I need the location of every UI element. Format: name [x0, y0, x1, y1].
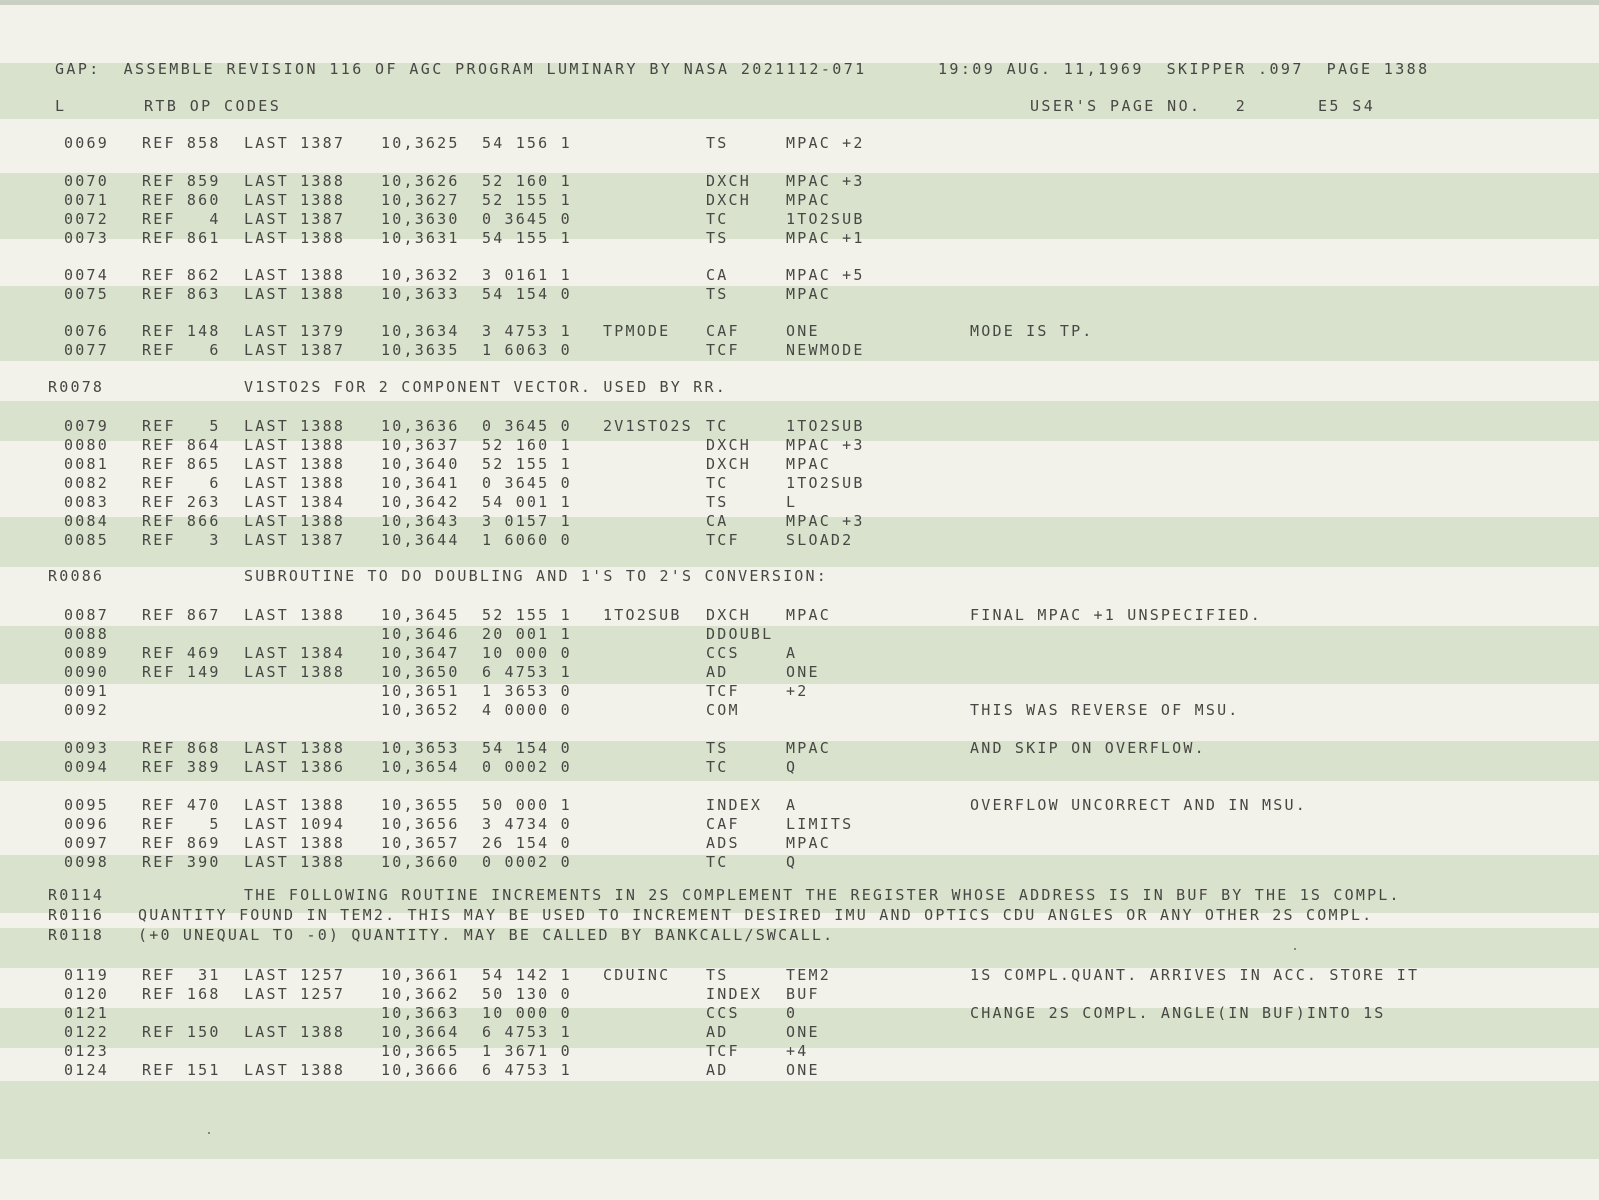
last-field: LAST 1388 [244, 853, 346, 871]
operand-field: TEM2 [786, 966, 831, 984]
line-number: 0081 [64, 455, 109, 473]
ref-field: REF 5 [142, 417, 221, 435]
opcode-field: TC [706, 417, 729, 435]
opcode-field: INDEX [706, 796, 763, 814]
label-field: 1TO2SUB [603, 606, 682, 624]
operand-field: 1TO2SUB [786, 474, 865, 492]
last-field: LAST 1388 [244, 191, 346, 209]
last-field: LAST 1388 [244, 796, 346, 814]
header-l-marker: L [55, 97, 67, 115]
operand-field: ONE [786, 322, 820, 340]
opcode-field: TCF [706, 531, 740, 549]
label-field: CDUINC [603, 966, 671, 984]
paper-top-edge [0, 0, 1599, 5]
octal-code: 0 3645 0 [482, 210, 572, 228]
opcode-field: DXCH [706, 455, 751, 473]
line-number: 0072 [64, 210, 109, 228]
address-field: 10,3633 [381, 285, 460, 303]
last-field: LAST 1257 [244, 985, 346, 1003]
label-field: TPMODE [603, 322, 671, 340]
opcode-field: DXCH [706, 436, 751, 454]
line-number: 0093 [64, 739, 109, 757]
ref-field: REF 151 [142, 1061, 221, 1079]
comment-field: CHANGE 2S COMPL. ANGLE(IN BUF)INTO 1S [970, 1004, 1386, 1022]
octal-code: 54 155 1 [482, 229, 572, 247]
opcode-field: DXCH [706, 172, 751, 190]
opcode-field: INDEX [706, 985, 763, 1003]
address-field: 10,3661 [381, 966, 460, 984]
address-field: 10,3666 [381, 1061, 460, 1079]
octal-code: 54 156 1 [482, 134, 572, 152]
octal-code: 52 155 1 [482, 455, 572, 473]
remark-line-number: R0086 [48, 567, 105, 585]
octal-code: 0 0002 0 [482, 758, 572, 776]
paper-speck [208, 1132, 210, 1134]
octal-code: 10 000 0 [482, 644, 572, 662]
octal-code: 4 0000 0 [482, 701, 572, 719]
octal-code: 20 001 1 [482, 625, 572, 643]
operand-field: Q [786, 758, 798, 776]
comment-field: THIS WAS REVERSE OF MSU. [970, 701, 1240, 719]
last-field: LAST 1388 [244, 1023, 346, 1041]
operand-field: BUF [786, 985, 820, 1003]
operand-field: +4 [786, 1042, 809, 1060]
ref-field: REF 150 [142, 1023, 221, 1041]
address-field: 10,3647 [381, 644, 460, 662]
octal-code: 3 4734 0 [482, 815, 572, 833]
octal-code: 54 154 0 [482, 285, 572, 303]
last-field: LAST 1388 [244, 266, 346, 284]
ref-field: REF 6 [142, 341, 221, 359]
opcode-field: TCF [706, 682, 740, 700]
opcode-field: TC [706, 758, 729, 776]
last-field: LAST 1379 [244, 322, 346, 340]
ref-field: REF 168 [142, 985, 221, 1003]
ref-field: REF 31 [142, 966, 221, 984]
octal-code: 52 155 1 [482, 606, 572, 624]
octal-code: 52 160 1 [482, 436, 572, 454]
last-field: LAST 1388 [244, 172, 346, 190]
remark-line-number: R0078 [48, 378, 105, 396]
ref-field: REF 4 [142, 210, 221, 228]
last-field: LAST 1388 [244, 474, 346, 492]
address-field: 10,3660 [381, 853, 460, 871]
opcode-field: DXCH [706, 191, 751, 209]
octal-code: 1 6060 0 [482, 531, 572, 549]
opcode-field: AD [706, 663, 729, 681]
operand-field: MPAC +3 [786, 172, 865, 190]
address-field: 10,3642 [381, 493, 460, 511]
address-field: 10,3655 [381, 796, 460, 814]
last-field: LAST 1387 [244, 531, 346, 549]
last-field: LAST 1388 [244, 436, 346, 454]
operand-field: +2 [786, 682, 809, 700]
address-field: 10,3637 [381, 436, 460, 454]
ref-field: REF 862 [142, 266, 221, 284]
address-field: 10,3635 [381, 341, 460, 359]
opcode-field: TC [706, 210, 729, 228]
octal-code: 54 142 1 [482, 966, 572, 984]
comment-field: AND SKIP ON OVERFLOW. [970, 739, 1206, 757]
octal-code: 0 0002 0 [482, 853, 572, 871]
last-field: LAST 1388 [244, 285, 346, 303]
octal-code: 54 154 0 [482, 739, 572, 757]
operand-field: MPAC [786, 739, 831, 757]
octal-code: 6 4753 1 [482, 1023, 572, 1041]
line-number: 0124 [64, 1061, 109, 1079]
opcode-field: CCS [706, 1004, 740, 1022]
opcode-field: TC [706, 853, 729, 871]
address-field: 10,3646 [381, 625, 460, 643]
operand-field: MPAC [786, 455, 831, 473]
line-number: 0070 [64, 172, 109, 190]
last-field: LAST 1387 [244, 134, 346, 152]
opcode-field: TS [706, 966, 729, 984]
line-number: 0075 [64, 285, 109, 303]
opcode-field: TCF [706, 341, 740, 359]
address-field: 10,3662 [381, 985, 460, 1003]
ref-field: REF 863 [142, 285, 221, 303]
line-number: 0085 [64, 531, 109, 549]
label-field: 2V1STO2S [603, 417, 693, 435]
last-field: LAST 1388 [244, 512, 346, 530]
octal-code: 3 0157 1 [482, 512, 572, 530]
users-page-number: USER'S PAGE NO. 2 [1030, 97, 1248, 115]
address-field: 10,3630 [381, 210, 460, 228]
address-field: 10,3651 [381, 682, 460, 700]
last-field: LAST 1388 [244, 606, 346, 624]
line-number: 0083 [64, 493, 109, 511]
ref-field: REF 861 [142, 229, 221, 247]
ref-field: REF 148 [142, 322, 221, 340]
operand-field: MPAC [786, 606, 831, 624]
line-number: 0084 [64, 512, 109, 530]
line-number: 0069 [64, 134, 109, 152]
address-field: 10,3663 [381, 1004, 460, 1022]
ref-field: REF 390 [142, 853, 221, 871]
opcode-field: CA [706, 512, 729, 530]
octal-code: 52 160 1 [482, 172, 572, 190]
last-field: LAST 1386 [244, 758, 346, 776]
operand-field: NEWMODE [786, 341, 865, 359]
line-number: 0098 [64, 853, 109, 871]
last-field: LAST 1384 [244, 644, 346, 662]
line-number: 0095 [64, 796, 109, 814]
octal-code: 0 3645 0 [482, 417, 572, 435]
address-field: 10,3656 [381, 815, 460, 833]
line-number: 0096 [64, 815, 109, 833]
operand-field: MPAC +5 [786, 266, 865, 284]
octal-code: 54 001 1 [482, 493, 572, 511]
header-title: GAP: ASSEMBLE REVISION 116 OF AGC PROGRAM LUMINARY BY NASA 2021112-071 [55, 60, 867, 78]
remark-line-number: R0116 [48, 906, 105, 924]
opcode-field: CAF [706, 815, 740, 833]
line-number: 0094 [64, 758, 109, 776]
line-number: 0122 [64, 1023, 109, 1041]
opcode-field: COM [706, 701, 740, 719]
line-number: 0119 [64, 966, 109, 984]
operand-field: MPAC +3 [786, 436, 865, 454]
address-field: 10,3652 [381, 701, 460, 719]
last-field: LAST 1388 [244, 663, 346, 681]
octal-code: 26 154 0 [482, 834, 572, 852]
opcode-field: TS [706, 739, 729, 757]
opcode-field: TCF [706, 1042, 740, 1060]
address-field: 10,3664 [381, 1023, 460, 1041]
line-number: 0087 [64, 606, 109, 624]
operand-field: A [786, 644, 798, 662]
ref-field: REF 389 [142, 758, 221, 776]
address-field: 10,3631 [381, 229, 460, 247]
comment-field: FINAL MPAC +1 UNSPECIFIED. [970, 606, 1262, 624]
operand-field: MPAC +2 [786, 134, 865, 152]
operand-field: 1TO2SUB [786, 417, 865, 435]
address-field: 10,3632 [381, 266, 460, 284]
octal-code: 52 155 1 [482, 191, 572, 209]
line-number: 0077 [64, 341, 109, 359]
line-number: 0097 [64, 834, 109, 852]
paper-speck [1294, 948, 1296, 950]
operand-field: Q [786, 853, 798, 871]
comment-field: MODE IS TP. [970, 322, 1094, 340]
comment-field: 1S COMPL.QUANT. ARRIVES IN ACC. STORE IT [970, 966, 1420, 984]
ref-field: REF 866 [142, 512, 221, 530]
line-number: 0076 [64, 322, 109, 340]
opcode-field: ADS [706, 834, 740, 852]
remark-text: V1STO2S FOR 2 COMPONENT VECTOR. USED BY RR. [244, 378, 727, 396]
address-field: 10,3654 [381, 758, 460, 776]
operand-field: MPAC +1 [786, 229, 865, 247]
operand-field: 1TO2SUB [786, 210, 865, 228]
last-field: LAST 1388 [244, 1061, 346, 1079]
address-field: 10,3653 [381, 739, 460, 757]
remark-text: THE FOLLOWING ROUTINE INCREMENTS IN 2S COMPLEMENT THE REGISTER WHOSE ADDRESS IS IN BUF BY THE 1S COMPL. [244, 886, 1401, 904]
opcode-field: CA [706, 266, 729, 284]
address-field: 10,3645 [381, 606, 460, 624]
line-number: 0073 [64, 229, 109, 247]
section-title: RTB OP CODES [144, 97, 282, 115]
address-field: 10,3641 [381, 474, 460, 492]
remark-line-number: R0114 [48, 886, 105, 904]
octal-code: 0 3645 0 [482, 474, 572, 492]
comment-field: OVERFLOW UNCORRECT AND IN MSU. [970, 796, 1307, 814]
ref-field: REF 469 [142, 644, 221, 662]
line-number: 0071 [64, 191, 109, 209]
address-field: 10,3650 [381, 663, 460, 681]
opcode-field: TS [706, 285, 729, 303]
address-field: 10,3657 [381, 834, 460, 852]
remark-text: (+0 UNEQUAL TO -0) QUANTITY. MAY BE CALLED BY BANKCALL/SWCALL. [138, 926, 835, 944]
opcode-field: CAF [706, 322, 740, 340]
address-field: 10,3627 [381, 191, 460, 209]
line-number: 0090 [64, 663, 109, 681]
last-field: LAST 1388 [244, 834, 346, 852]
octal-code: 3 0161 1 [482, 266, 572, 284]
last-field: LAST 1388 [244, 739, 346, 757]
ref-field: REF 859 [142, 172, 221, 190]
header-timestamp: 19:09 AUG. 11,1969 SKIPPER .097 PAGE 1388 [938, 60, 1430, 78]
opcode-field: DXCH [706, 606, 751, 624]
ref-field: REF 858 [142, 134, 221, 152]
line-number: 0092 [64, 701, 109, 719]
operand-field: MPAC [786, 191, 831, 209]
address-field: 10,3640 [381, 455, 460, 473]
ref-field: REF 470 [142, 796, 221, 814]
last-field: LAST 1257 [244, 966, 346, 984]
es-code: E5 S4 [1318, 97, 1376, 115]
remark-text: QUANTITY FOUND IN TEM2. THIS MAY BE USED TO INCREMENT DESIRED IMU AND OPTICS CDU ANGLES OR ANY OTHER 2S COMPL. [138, 906, 1374, 924]
last-field: LAST 1388 [244, 229, 346, 247]
ref-field: REF 860 [142, 191, 221, 209]
ref-field: REF 263 [142, 493, 221, 511]
octal-code: 10 000 0 [482, 1004, 572, 1022]
octal-code: 1 6063 0 [482, 341, 572, 359]
line-number: 0121 [64, 1004, 109, 1022]
opcode-field: AD [706, 1023, 729, 1041]
operand-field: ONE [786, 1061, 820, 1079]
line-number: 0123 [64, 1042, 109, 1060]
opcode-field: TS [706, 134, 729, 152]
remark-text: SUBROUTINE TO DO DOUBLING AND 1'S TO 2'S CONVERSION: [244, 567, 828, 585]
octal-code: 50 000 1 [482, 796, 572, 814]
operand-field: 0 [786, 1004, 798, 1022]
line-number: 0079 [64, 417, 109, 435]
opcode-field: TC [706, 474, 729, 492]
octal-code: 1 3671 0 [482, 1042, 572, 1060]
operand-field: ONE [786, 663, 820, 681]
operand-field: LIMITS [786, 815, 854, 833]
ref-field: REF 149 [142, 663, 221, 681]
ref-field: REF 869 [142, 834, 221, 852]
opcode-field: TS [706, 493, 729, 511]
last-field: LAST 1387 [244, 210, 346, 228]
ref-field: REF 864 [142, 436, 221, 454]
line-number: 0089 [64, 644, 109, 662]
address-field: 10,3634 [381, 322, 460, 340]
address-field: 10,3626 [381, 172, 460, 190]
last-field: LAST 1388 [244, 417, 346, 435]
operand-field: L [786, 493, 798, 511]
octal-code: 3 4753 1 [482, 322, 572, 340]
address-field: 10,3643 [381, 512, 460, 530]
operand-field: SLOAD2 [786, 531, 854, 549]
octal-code: 6 4753 1 [482, 1061, 572, 1079]
address-field: 10,3636 [381, 417, 460, 435]
ref-field: REF 3 [142, 531, 221, 549]
octal-code: 1 3653 0 [482, 682, 572, 700]
ref-field: REF 868 [142, 739, 221, 757]
ref-field: REF 5 [142, 815, 221, 833]
operand-field: ONE [786, 1023, 820, 1041]
opcode-field: TS [706, 229, 729, 247]
address-field: 10,3665 [381, 1042, 460, 1060]
address-field: 10,3644 [381, 531, 460, 549]
operand-field: MPAC [786, 834, 831, 852]
opcode-field: CCS [706, 644, 740, 662]
octal-code: 6 4753 1 [482, 663, 572, 681]
last-field: LAST 1094 [244, 815, 346, 833]
line-number: 0080 [64, 436, 109, 454]
line-number: 0088 [64, 625, 109, 643]
address-field: 10,3625 [381, 134, 460, 152]
operand-field: A [786, 796, 798, 814]
opcode-field: AD [706, 1061, 729, 1079]
remark-line-number: R0118 [48, 926, 105, 944]
ref-field: REF 865 [142, 455, 221, 473]
line-number: 0082 [64, 474, 109, 492]
last-field: LAST 1387 [244, 341, 346, 359]
line-number: 0091 [64, 682, 109, 700]
line-number: 0074 [64, 266, 109, 284]
ref-field: REF 6 [142, 474, 221, 492]
ref-field: REF 867 [142, 606, 221, 624]
last-field: LAST 1388 [244, 455, 346, 473]
octal-code: 50 130 0 [482, 985, 572, 1003]
last-field: LAST 1384 [244, 493, 346, 511]
line-number: 0120 [64, 985, 109, 1003]
operand-field: MPAC +3 [786, 512, 865, 530]
operand-field: MPAC [786, 285, 831, 303]
opcode-field: DDOUBL [706, 625, 774, 643]
